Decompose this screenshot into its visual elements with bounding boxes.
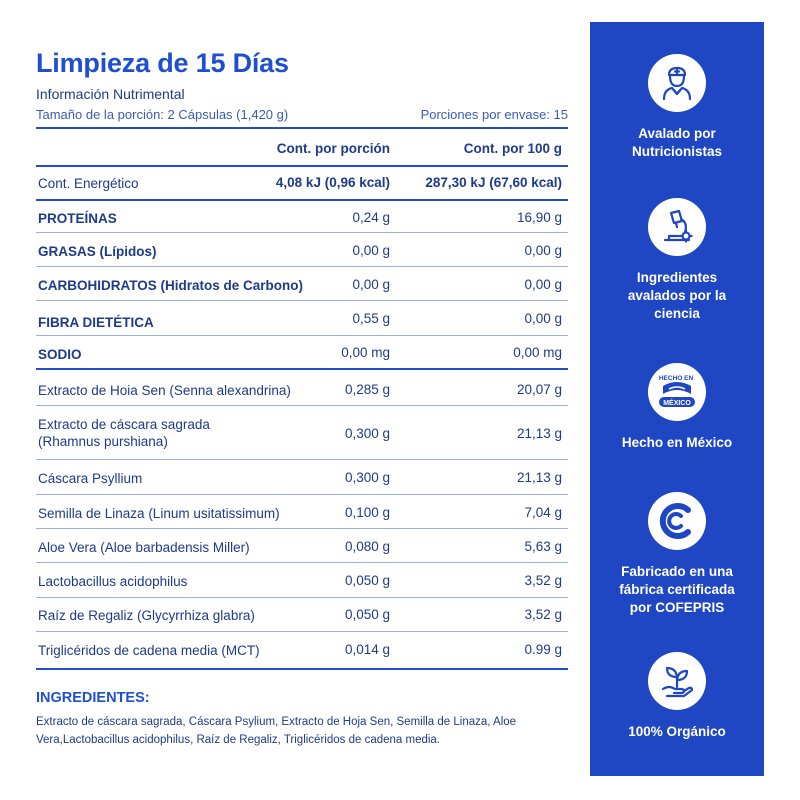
nutrient-name: CARBOHIDRATOS (Hidratos de Carbono) [38, 278, 304, 293]
ingredient-name: Raíz de Regaliz (Glycyrrhiza glabra) [38, 608, 255, 623]
value-per-100g: 0,00 g [524, 277, 562, 292]
badge-nutritionists [590, 54, 764, 161]
svg-text:HECHO EN: HECHO EN [658, 375, 694, 382]
divider [36, 631, 568, 632]
badge-label: 100% Orgánico [628, 724, 726, 739]
value-per-100g: 7,04 g [524, 505, 562, 520]
badges-panel [590, 22, 764, 776]
divider [36, 562, 568, 563]
ingredient-name: Lactobacillus acidophilus [38, 574, 188, 589]
ingredient-name: Extracto de Hoia Sen (Senna alexandrina) [38, 383, 291, 398]
divider [36, 127, 568, 129]
value-per-100g: 20,07 g [516, 382, 562, 397]
value-per-serving: 0,014 g [344, 642, 390, 657]
divider [36, 368, 568, 370]
value-per-serving: 0,00 g [352, 243, 390, 258]
page-title: Limpieza de 15 Días [36, 48, 289, 78]
badge-label: Ingredientes avalados por la ciencia [627, 270, 727, 321]
cofepris-icon [648, 492, 706, 550]
badge-science [590, 198, 764, 323]
value-per-100g: 21,13 g [516, 426, 562, 441]
value-per-100g: 0,00 mg [513, 345, 562, 360]
ingredients-title: INGREDIENTES: [36, 690, 150, 706]
divider [36, 199, 568, 201]
divider [36, 300, 568, 301]
divider [36, 528, 568, 529]
nutrient-name: PROTEÍNAS [38, 211, 117, 226]
badge-label: Hecho en México [621, 435, 733, 450]
value-per-serving: 0,100 g [344, 505, 390, 520]
column-header-per-100g: Cont. por 100 g [463, 141, 562, 156]
value-per-100g: 0,00 g [524, 243, 562, 258]
value-per-100g: 21,13 g [516, 470, 562, 485]
servings-per-container: Porciones por envase: 15 [420, 107, 568, 122]
nutrient-name: FIBRA DIETÉTICA [38, 315, 154, 330]
organic-plant-icon [648, 652, 706, 710]
value-per-serving: 0,050 g [344, 573, 390, 588]
svg-text:MÉXICO: MÉXICO [663, 400, 691, 407]
divider [36, 232, 568, 233]
value-per-serving: 0,00 g [352, 277, 390, 292]
value-per-serving: 0,24 g [352, 210, 390, 225]
microscope-icon [648, 198, 706, 256]
ingredient-name: Aloe Vera (Aloe barbadensis Miller) [38, 540, 250, 555]
divider [36, 459, 568, 460]
serving-info [36, 107, 568, 122]
value-per-serving: 0,00 mg [341, 345, 390, 360]
value-per-100g: 3,52 g [524, 573, 562, 588]
value-per-100g: 16,90 g [516, 210, 562, 225]
ingredients-text: Extracto de cáscara sagrada, Cáscara Psylium, Extracto de Hoja Sen, Semilla de Linaza, Aloe Vera,Lactobacillus acidophilus, Raíz de Regaliz, Triglicéridos de cadena media. [36, 716, 517, 746]
ingredient-name: Triglicéridos de cadena media (MCT) [38, 643, 260, 658]
divider [36, 335, 568, 336]
ingredient-name-line1: Extracto de cáscara sagrada [38, 417, 210, 432]
divider [36, 597, 568, 598]
ingredient-name: Cáscara Psyllium [38, 471, 143, 486]
divider [36, 668, 568, 670]
badge-organic [590, 652, 764, 741]
nutrient-name: SODIO [38, 347, 82, 362]
ingredient-name-line2: (Rhamnus purshiana) [38, 434, 168, 449]
divider [36, 165, 568, 167]
value-per-serving: 0,300 g [344, 426, 390, 441]
value-per-100g: 0,00 g [524, 311, 562, 326]
serving-size: Tamaño de la porción: 2 Cápsulas (1,420 g) [36, 107, 289, 122]
value-per-serving: 0,55 g [352, 311, 390, 326]
value-per-serving: 4,08 kJ (0,96 kcal) [275, 175, 390, 190]
mexico-seal-icon [648, 363, 706, 421]
badge-cofepris [590, 492, 764, 617]
value-per-serving: 0,080 g [344, 539, 390, 554]
badge-label: Fabricado en una fábrica certificada por COFEPRIS [619, 564, 735, 615]
value-per-100g: 0.99 g [524, 642, 562, 657]
divider [36, 266, 568, 267]
ingredient-name: Semilla de Linaza (Linum usitatissimum) [38, 506, 280, 521]
badge-made-in-mexico [590, 363, 764, 452]
badge-label: Avalado por Nutricionistas [631, 126, 723, 159]
divider [36, 405, 568, 406]
doctor-icon [648, 54, 706, 112]
column-header-per-serving: Cont. por porción [276, 141, 390, 156]
value-per-serving: 0,050 g [344, 607, 390, 622]
divider [36, 494, 568, 495]
value-per-serving: 0,300 g [344, 470, 390, 485]
value-per-100g: 5,63 g [524, 539, 562, 554]
nutrition-subtitle: Información Nutrimental [36, 86, 185, 102]
value-per-serving: 0,285 g [344, 382, 390, 397]
value-per-100g: 287,30 kJ (67,60 kcal) [425, 175, 562, 190]
nutrient-name: Cont. Energético [38, 176, 139, 191]
value-per-100g: 3,52 g [524, 607, 562, 622]
nutrient-name: GRASAS (Lípidos) [38, 244, 157, 259]
